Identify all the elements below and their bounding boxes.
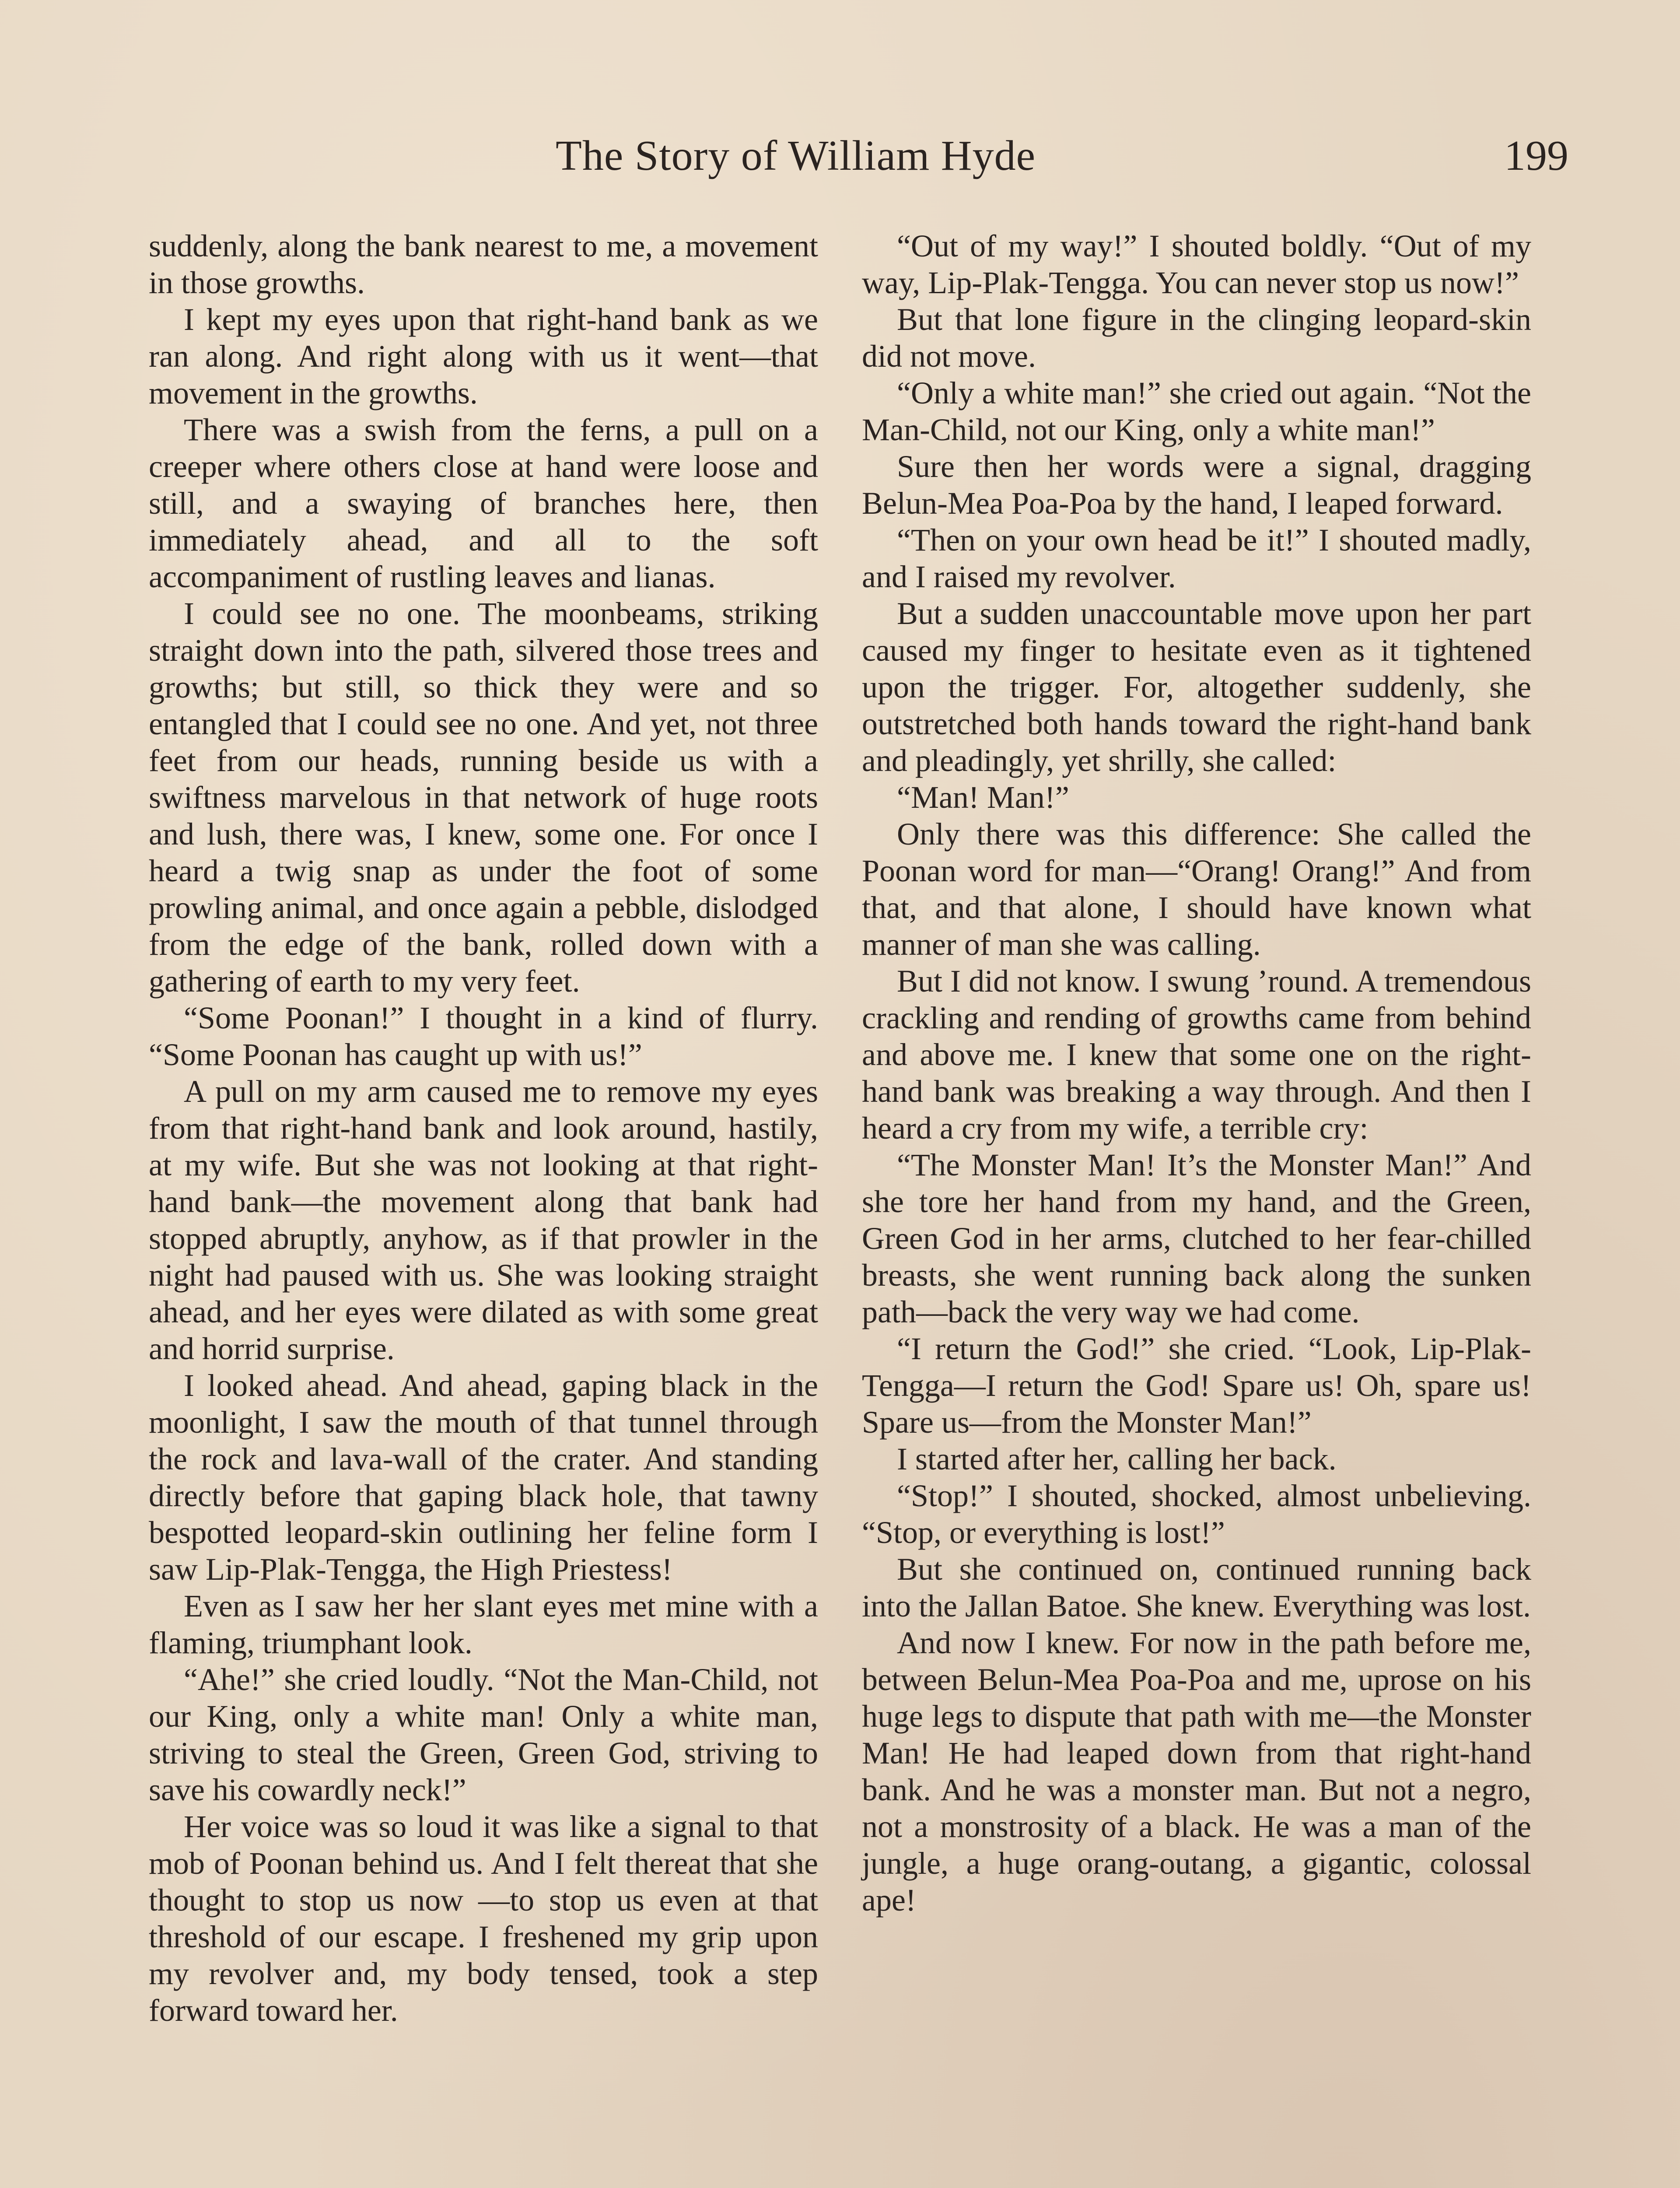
paragraph: “Only a white man!” she cried out again. “Not the Man-Child, not our King, only a white man!” <box>862 375 1531 447</box>
paragraph: “The Monster Man! It’s the Monster Man!” And she tore her hand from my hand, and the Green, Green God in her arms, clutched to her fear-chilled breasts, she went running back along the sunken path—back the very way we had come. <box>862 1147 1531 1329</box>
paragraph: “Some Poonan!” I thought in a kind of flurry. “Some Poonan has caught up with us!” <box>149 1000 818 1072</box>
left-text-column <box>149 228 818 2029</box>
paragraph: A pull on my arm caused me to remove my eyes from that right-hand bank and look around, hastily, at my wife. But she was not looking at that right-hand bank—the movement along that bank had stopped abruptly, anyhow, as if that prowler in the night had paused with us. She was looking straight ahead, and her eyes were dilated as with some great and horrid surprise. <box>149 1074 818 1366</box>
paragraph: Sure then her words were a signal, dragging Belun-Mea Poa-Poa by the hand, I leaped forward. <box>862 449 1531 521</box>
paragraph: I looked ahead. And ahead, gaping black in the moonlight, I saw the mouth of that tunnel through the rock and lava-wall of the crater. And standing directly before that gaping black hole, that tawny bespotted leopard-skin outlining her feline form I saw Lip-Plak-Tengga, the High Priestess! <box>149 1368 818 1587</box>
paragraph: I could see no one. The moonbeams, striking straight down into the path, silvered those trees and growths; but still, so thick they were and so entangled that I could see no one. And yet, not three feet from our heads, running beside us with a swiftness marvelous in that network of huge roots and lush, there was, I knew, some one. For once I heard a twig snap as under the foot of some prowling animal, and once again a pebble, dislodged from the edge of the bank, rolled down with a gathering of earth to my very feet. <box>149 596 818 999</box>
paragraph: Her voice was so loud it was like a signal to that mob of Poonan behind us. And I felt thereat that she thought to stop us now —to stop us even at that threshold of our escape. I freshened my grip upon my revolver and, my body tensed, took a step forward toward her. <box>149 1809 818 2028</box>
paragraph: I started after her, calling her back. <box>897 1441 1337 1476</box>
paragraph: There was a swish from the ferns, a pull on a creeper where others close at hand were loose and still, and a swaying of branches here, then immediately ahead, and all to the soft accompaniment of rustling leaves and lianas. <box>149 412 818 594</box>
paragraph: “Out of my way!” I shouted boldly. “Out of my way, Lip-Plak-Tengga. You can never stop us now!” <box>862 228 1531 300</box>
paragraph: “I return the God!” she cried. “Look, Lip-Plak-Tengga—I return the God! Spare us! Oh, spare us! Spare us—from the Monster Man!” <box>862 1331 1531 1440</box>
paragraph: “Man! Man!” <box>897 780 1069 815</box>
paragraph: Only there was this difference: She called the Poonan word for man—“Orang! Orang!” And from that, and that alone, I should have known what manner of man she was calling. <box>862 817 1531 962</box>
running-title: The Story of William Hyde <box>556 132 1036 179</box>
paragraph: But I did not know. I swung ’round. A tremendous crackling and rending of growths came from behind and above me. I knew that some one on the right-hand bank was breaking a way through. And then I heard a cry from my wife, a terrible cry: <box>862 964 1531 1146</box>
paragraph: “Ahe!” she cried loudly. “Not the Man-Child, not our King, only a white man! Only a white man, striving to steal the Green, Green God, striving to save his cowardly neck!” <box>149 1662 818 1807</box>
paragraph: I kept my eyes upon that right-hand bank as we ran along. And right along with us it went—that movement in the growths. <box>149 302 818 410</box>
paragraph: suddenly, along the bank nearest to me, a movement in those growths. <box>149 228 818 300</box>
paragraph: But a sudden unaccountable move upon her part caused my finger to hesitate even as it tightened upon the trigger. For, altogether suddenly, she outstretched both hands toward the right-hand bank and pleadingly, yet shrilly, she called: <box>862 596 1531 778</box>
paragraph: “Then on your own head be it!” I shouted madly, and I raised my revolver. <box>862 522 1531 594</box>
paragraph: “Stop!” I shouted, shocked, almost unbelieving. “Stop, or everything is lost!” <box>862 1478 1531 1550</box>
paragraph: But that lone figure in the clinging leopard-skin did not move. <box>862 302 1531 374</box>
paragraph: But she continued on, continued running back into the Jallan Batoe. She knew. Everything was lost. <box>862 1552 1531 1623</box>
right-text-column <box>862 228 1531 1918</box>
page-number: 199 <box>1504 132 1568 179</box>
paragraph: And now I knew. For now in the path before me, between Belun-Mea Poa-Poa and me, uprose on his huge legs to dispute that path with me—the Monster Man! He had leaped down from that right-hand bank. And he was a monster man. But not a negro, not a monstrosity of a black. He was a man of the jungle, a huge orang-outang, a gigantic, colossal ape! <box>862 1625 1531 1918</box>
paragraph: Even as I saw her her slant eyes met mine with a flaming, triumphant look. <box>149 1588 818 1660</box>
